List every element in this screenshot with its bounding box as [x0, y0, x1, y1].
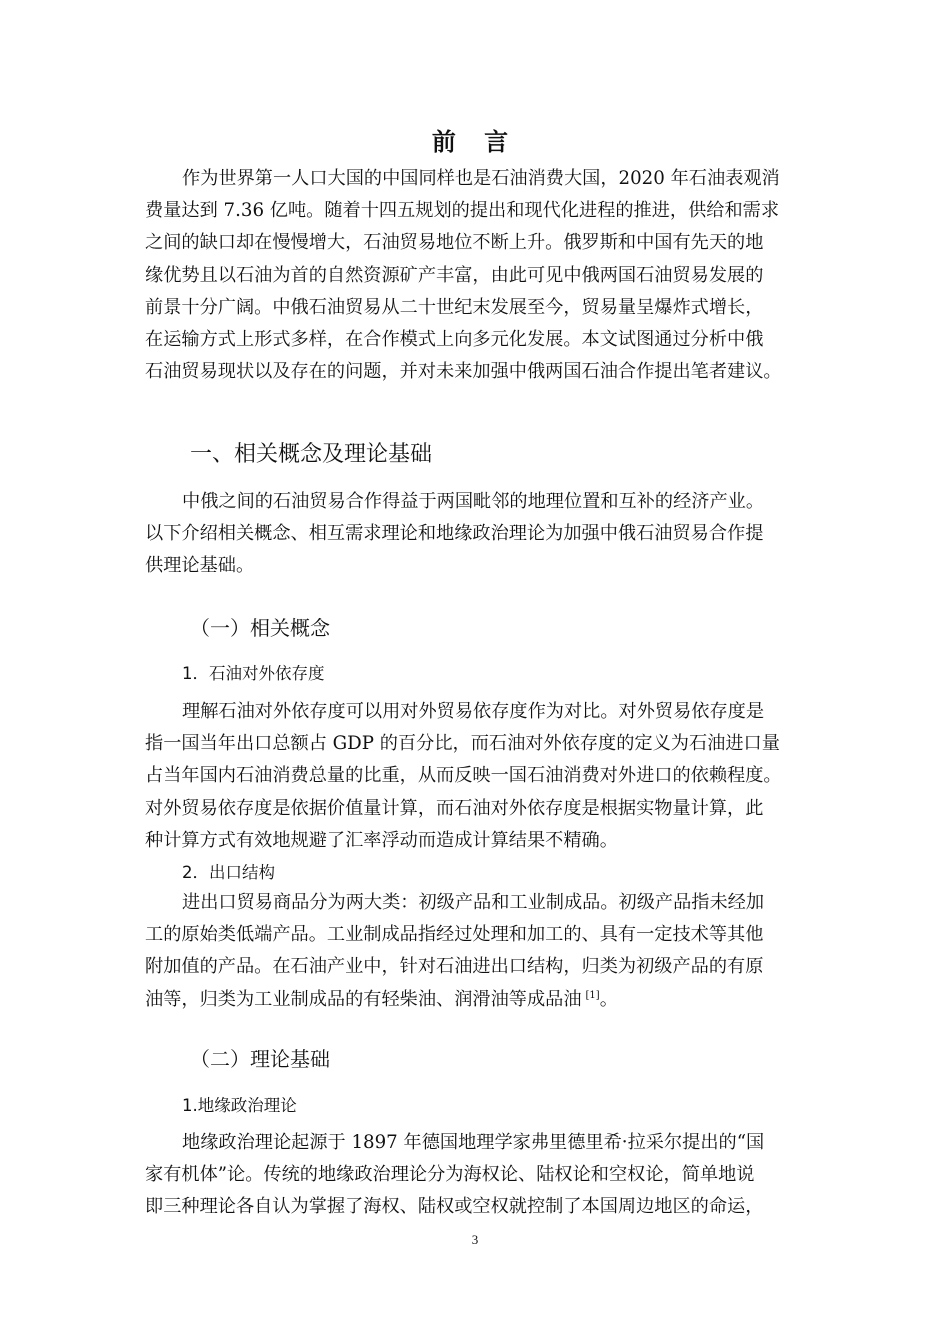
text-line: 中俄之间的石油贸易合作得益于两国毗邻的地理位置和互补的经济产业。	[182, 491, 765, 512]
text-line: 工的原始类低端产品。工业制成品指经过处理和加工的、具有一定技术等其他	[145, 924, 764, 946]
subsection-heading-related-concepts: （一）相关概念	[190, 616, 330, 640]
section1-intro-paragraph	[145, 486, 810, 583]
text-line: 即三种理论各自认为掌握了海权、陆权或空权就控制了本国周边地区的命运，	[145, 1196, 764, 1218]
text-line: 前景十分广阔。中俄石油贸易从二十世纪末发展至今，贸易量呈爆炸式增长，	[145, 296, 764, 318]
text-line: 进出口贸易商品分为两大类：初级产品和工业制成品。初级产品指未经加	[182, 892, 765, 913]
text-line: 费量达到 7.36 亿吨。随着十四五规划的提出和现代化进程的推进，供给和需求	[145, 200, 780, 222]
page-number: 3	[471, 1232, 479, 1247]
section-heading-1: 一、相关概念及理论基础	[190, 442, 433, 467]
page-title: 前 言	[431, 128, 519, 156]
text-line: 作为世界第一人口大国的中国同样也是石油消费大国，2020 年石油表观消	[182, 168, 780, 189]
text-line: 之间的缺口却在慢慢增大，石油贸易地位不断上升。俄罗斯和中国有先天的地	[145, 232, 764, 254]
geopolitics-paragraph	[145, 1127, 810, 1224]
citation-marker: [1]	[585, 989, 600, 1001]
text-line: 家有机体”论。传统的地缘政治理论分为海权论、陆权论和空权论，简单地说	[145, 1164, 755, 1186]
text-line: 以下介绍相关概念、相互需求理论和地缘政治理论为加强中俄石油贸易合作提	[145, 523, 764, 545]
text-line: 供理论基础。	[145, 555, 255, 577]
oil-dependence-paragraph	[145, 696, 810, 857]
preface-paragraph	[145, 163, 810, 388]
item-heading-geopolitics-theory: 1.地缘政治理论	[182, 1096, 297, 1115]
text-line: 占当年国内石油消费总量的比重，从而反映一国石油消费对外进口的依赖程度。	[145, 765, 782, 787]
text-line: 对外贸易依存度是依据价值量计算，而石油对外依存度是根据实物量计算，此	[145, 797, 764, 819]
text-line-with-citation	[145, 984, 810, 1016]
text-line: 缘优势且以石油为首的自然资源矿产丰富，由此可见中俄两国石油贸易发展的	[145, 264, 764, 286]
item-heading-export-structure: 2．出口结构	[182, 863, 275, 882]
text-line: 理解石油对外依存度可以用对外贸易依存度作为对比。对外贸易依存度是	[182, 701, 765, 722]
export-structure-paragraph	[145, 887, 810, 1016]
text-segment: 油等，归类为工业制成品的有轻柴油、润滑油等成品油	[145, 988, 582, 1010]
text-line: 石油贸易现状以及存在的问题，并对未来加强中俄两国石油合作提出笔者建议。	[145, 361, 782, 383]
text-line: 指一国当年出口总额占 GDP 的百分比，而石油对外依存度的定义为石油进口量	[145, 733, 780, 755]
text-line: 地缘政治理论起源于 1897 年德国地理学家弗里德里希·拉采尔提出的“国	[182, 1132, 765, 1153]
text-line: 种计算方式有效地规避了汇率浮动而造成计算结果不精确。	[145, 829, 618, 851]
item-heading-oil-dependence: 1．石油对外依存度	[182, 664, 325, 683]
text-segment: 。	[599, 988, 618, 1010]
subsection-heading-theoretical-basis: （二）理论基础	[190, 1047, 330, 1071]
text-line: 在运输方式上形式多样，在合作模式上向多元化发展。本文试图通过分析中俄	[145, 328, 764, 350]
text-line: 附加值的产品。在石油产业中，针对石油进出口结构，归类为初级产品的有原	[145, 956, 764, 978]
